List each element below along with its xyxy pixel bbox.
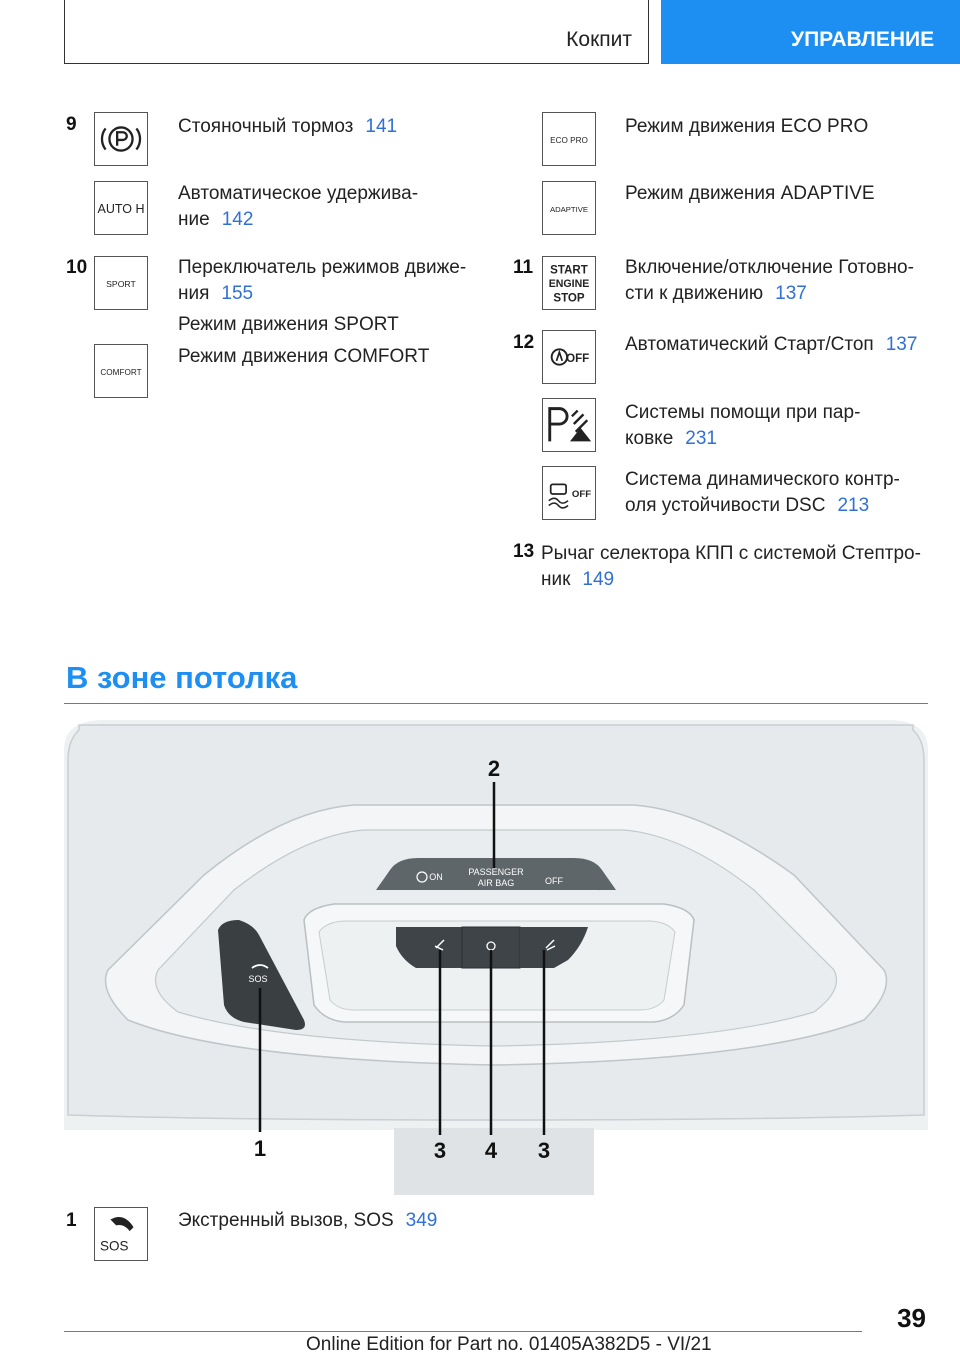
engine-icon-label: ENGINE [548, 277, 590, 290]
comfort-icon-label: COMFORT [100, 367, 142, 377]
page-link-149[interactable]: 149 [582, 569, 615, 590]
item-number-13: 13 [513, 541, 535, 562]
callout-4: 4 [484, 1138, 498, 1163]
mode-adaptive-text: Режим движения ADAPTIVE [625, 183, 875, 204]
header-chapter-tab[interactable]: УПРАВЛЕНИЕ [661, 0, 960, 64]
selector-lever-text: Рычаг селектора КПП с системой Стептро- ник 149 [541, 543, 921, 590]
eco-pro-icon [542, 112, 596, 166]
item-number-10: 10 [66, 257, 88, 278]
start-stop-text: Включение/отключение Готовно- сти к движению 137 [625, 257, 914, 304]
comfort-mode-icon [94, 344, 148, 398]
airbag-off-label: OFF [545, 876, 563, 886]
parking-assist-icon [542, 398, 596, 452]
page-link-155[interactable]: 155 [221, 283, 254, 304]
mode-sport-text: Режим движения SPORT [178, 314, 399, 335]
parking-brake-icon [94, 112, 148, 166]
page-link-349[interactable]: 349 [405, 1210, 438, 1231]
mode-switch-text: Переключатель режимов движе- ния 155 [178, 257, 467, 304]
airbag-line2: AIR BAG [477, 878, 515, 888]
eco-icon-label: ECO PRO [550, 135, 588, 145]
item-number-9: 9 [66, 114, 77, 135]
auto-hold-icon-label: AUTO H [97, 201, 145, 216]
dsc-off-icon [542, 466, 596, 520]
item-number-11: 11 [513, 257, 534, 278]
adaptive-icon-label: ADAPTIVE [549, 204, 589, 214]
airbag-on-label: ON [429, 872, 443, 882]
callout-1: 1 [253, 1136, 267, 1161]
sos-button-label: SOS [248, 974, 268, 984]
auto-ss-off-label: OFF [566, 352, 590, 365]
overhead-console-figure [64, 720, 928, 1195]
sos-call-text: Экстренный вызов, SOS 349 [178, 1210, 438, 1231]
sport-icon-label: SPORT [106, 278, 136, 289]
parking-assist-text: Системы помощи при пар- ковке 231 [625, 402, 861, 449]
auto-hold-icon [94, 181, 148, 235]
auto-start-stop-text: Автоматический Старт/Стоп 137 [625, 334, 918, 355]
callout-3-left: 3 [433, 1138, 447, 1163]
ceiling-item-number-1: 1 [66, 1210, 77, 1231]
header-section-title: Кокпит [566, 28, 632, 51]
dsc-text: Система динамического контр- оля устойчивости DSC 213 [625, 469, 900, 516]
sport-mode-icon [94, 256, 148, 310]
adaptive-mode-icon [542, 181, 596, 235]
page-number: 39 [897, 1303, 926, 1333]
page-link-137b[interactable]: 137 [885, 334, 918, 355]
section-divider [64, 703, 928, 704]
item-number-12: 12 [513, 332, 535, 353]
stop-icon-label: STOP [553, 292, 585, 305]
footer-divider [64, 1331, 862, 1332]
parking-brake-text: Стояночный тормоз 141 [178, 116, 398, 137]
page-link-141[interactable]: 141 [365, 116, 398, 137]
sos-icon [94, 1207, 148, 1261]
page-link-142[interactable]: 142 [221, 209, 254, 230]
sos-icon-label: SOS [100, 1238, 129, 1254]
auto-hold-text: Автоматическое удержива- ние 142 [178, 183, 419, 230]
start-stop-button-icon [542, 256, 596, 310]
callout-3-right: 3 [537, 1138, 551, 1163]
section-title: В зоне потолка [66, 660, 298, 695]
mode-comfort-text: Режим движения COMFORT [178, 346, 430, 367]
callout-2: 2 [487, 756, 501, 781]
airbag-line1: PASSENGER [468, 867, 524, 877]
page-link-137a[interactable]: 137 [775, 283, 807, 304]
start-icon-label: START [550, 264, 588, 277]
page-link-231[interactable]: 231 [685, 428, 717, 449]
page-link-213[interactable]: 213 [837, 495, 870, 516]
auto-start-stop-off-icon [542, 330, 596, 384]
mode-eco-text: Режим движения ECO PRO [625, 116, 869, 137]
footer-edition: Online Edition for Part no. 01405A382D5 - VI/21 [306, 1334, 712, 1355]
header-frame [64, 0, 649, 64]
dsc-off-label: OFF [571, 488, 592, 500]
